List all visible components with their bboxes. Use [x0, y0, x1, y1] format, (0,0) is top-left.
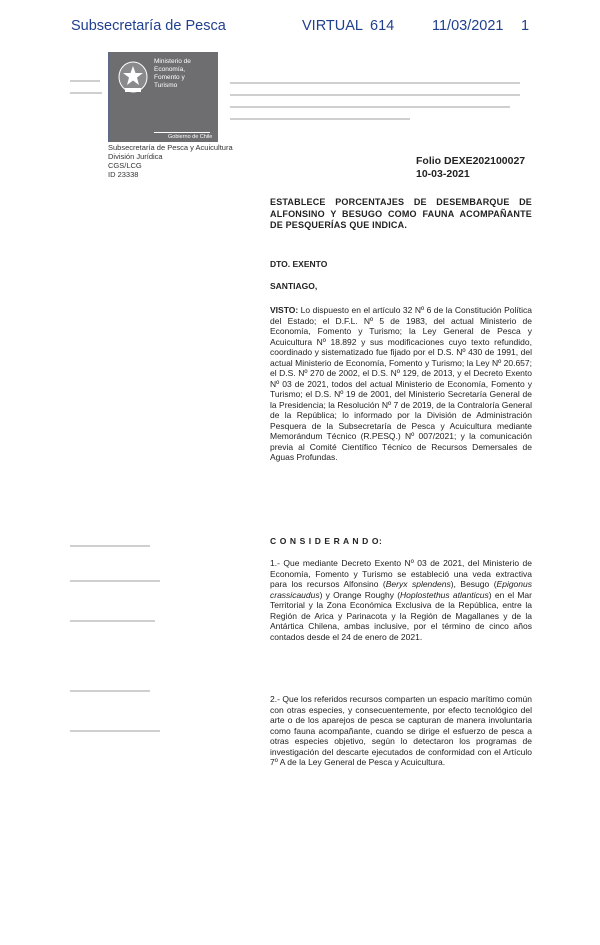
logo-line-1: Ministerio de: [154, 58, 191, 65]
considerando-heading: C O N S I D E R A N D O:: [270, 536, 383, 546]
header-agency: Subsecretaría de Pesca: [71, 18, 226, 34]
scan-mark: [70, 730, 160, 732]
folio-block: [416, 155, 525, 181]
species-besugo: Epigonus crassicaudus: [270, 579, 532, 600]
considerando-paragraph-1: [270, 558, 532, 642]
header-page: 1: [521, 18, 530, 34]
header-date: 11/03/2021: [432, 18, 504, 34]
decree-type: DTO. EXENTO: [270, 259, 328, 269]
scan-mark: [230, 94, 520, 96]
p1-text-d: ) en el Mar Territorial y la Zona Económica Exclusiva de la República, entre la Región de Arica y Parinacota y la Región de Magallanes y de la Antártica Chilena, ambas inclusive, por el término de cinco años contados desde el 24 de enero de 2021.: [270, 589, 532, 642]
p1-text-b: ), Besugo (: [450, 579, 497, 589]
scan-mark: [70, 92, 102, 94]
header-virtual: VIRTUAL: [302, 18, 363, 34]
sender-division: División Jurídica: [108, 152, 163, 161]
folio-date: 10-03-2021: [416, 168, 470, 180]
scan-mark: [70, 580, 160, 582]
p1-text-c: ) y Orange Roughy (: [319, 589, 401, 600]
scan-mark: [70, 545, 150, 547]
p1-text-a: 1.- Que mediante Decreto Exento Nº 03 de 2021, del Ministerio de Economía, Fomento y Turismo se estableció una veda extractiva para los recursos Alfonsino (: [270, 558, 532, 589]
sender-block: [108, 143, 233, 179]
sender-initials: CGS/LCG: [108, 161, 142, 170]
scan-mark: [230, 106, 510, 108]
visto-text: Lo dispuesto en el artículo 32 Nº 6 de la Constitución Política del Estado; el D.F.L. Nº 5 de 1983, del actual Ministerio de Economía, Fomento y Turismo; la Ley General de Pesca y Acuicultura Nº 18.892 y sus modificaciones cuyo texto refundido, coordinado y sistematizado fue fijado por el D.S. Nº 430 de 1991, del actual Ministerio de Economía, Fomento y Turismo; la Ley Nº 20.657; el D.S. Nº 270 de 2002, el D.S. Nº 129, de 2013, y el Decreto Exento Nº 03 de 2021, todos del actual Ministerio de Economía, Fomento y Turismo; el D.S. Nº 19 de 2001, del Ministerio Secretaría General de la Presidencia; la Resolución Nº 7 de 2019, de la Contraloría General de la República; lo informado por la División de Administración Pesquera de la Subsecretaría de Pesca y Acuicultura mediante Memorándum Técnico (R.PESQ.) Nº 007/2021; y la comunicación previa al Comité Científico Técnico de Recursos Demersales de Aguas Profundas.: [270, 305, 532, 462]
logo-government: Gobierno de Chile: [168, 134, 213, 140]
considerando-paragraph-2: 2.- Que los referidos recursos comparten un espacio marítimo común con otras especies, y consecuentemente, por efecto tecnológico del arte o de los aparejos de pesca se capturan de manera involuntaria como fauna acompañante, cuando se dirige el esfuerzo de pesca a otras especies objetivo, según lo detectaron los programas de investigación del descarte ejecutados de conformidad con el Artículo 7º A de la Ley General de Pesca y Acuicultura.: [270, 694, 532, 767]
city: SANTIAGO,: [270, 281, 318, 291]
scan-mark: [230, 82, 520, 84]
species-alfonsino: Beryx splendens: [385, 579, 451, 589]
ministry-logo: [108, 52, 218, 142]
scan-mark: [70, 690, 150, 692]
header-number: 614: [370, 18, 395, 34]
scan-mark: [70, 80, 100, 82]
sender-office: Subsecretaría de Pesca y Acuicultura: [108, 143, 233, 152]
document-title: ESTABLECE PORCENTAJES DE DESEMBARQUE DE ALFONSINO Y BESUGO COMO FAUNA ACOMPAÑANTE DE PESQUERÍAS QUE INDICA.: [270, 197, 532, 230]
logo-line-2: Economía,: [154, 66, 186, 73]
visto-label: VISTO:: [270, 305, 299, 315]
sender-id: ID 23338: [108, 170, 139, 179]
logo-line-3: Fomento y: [154, 74, 185, 81]
coat-of-arms-icon: [116, 58, 150, 96]
folio-number: Folio DEXE202100027: [416, 155, 526, 167]
scan-mark: [230, 118, 410, 120]
logo-line-4: Turismo: [154, 82, 178, 89]
species-orange-roughy: Hoplostethus atlanticus: [400, 589, 489, 600]
scan-mark: [70, 620, 155, 622]
visto-paragraph: [270, 305, 532, 463]
